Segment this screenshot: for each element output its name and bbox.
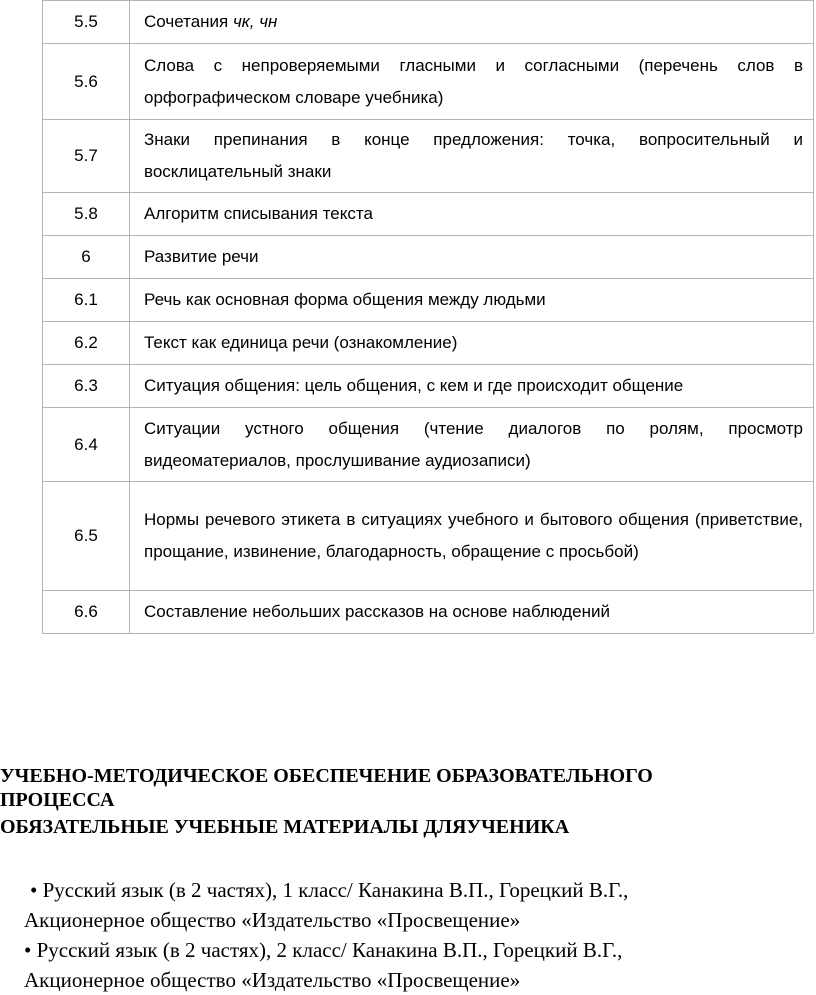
table-row [43,193,814,236]
material-item-1: • Русский язык (в 2 частях), 1 класс/ Канакина В.П., Горецкий В.Г., [30,878,629,902]
table-row [43,120,814,193]
row-number: 6.6 [43,591,130,634]
heading-line-1: УЧЕБНО-МЕТОДИЧЕСКОЕ ОБЕСПЕЧЕНИЕ ОБРАЗОВАТЕЛЬНОГО [0,765,653,787]
table-row [43,365,814,408]
row-number: 6.3 [43,365,130,408]
row-number: 6.4 [43,408,130,482]
row-topic: Речь как основная форма общения между людьми [130,279,814,322]
row-topic [130,1,814,44]
row-topic: Слова с непроверяемыми гласными и согласными (перечень слов в орфографическом словаре учебника) [130,44,814,120]
row-number: 5.6 [43,44,130,120]
row-topic: Развитие речи [130,236,814,279]
material-item-2-publisher: Акционерное общество «Издательство «Просвещение» [24,968,521,992]
row-number: 6.1 [43,279,130,322]
materials-list [0,875,816,995]
table-row [43,44,814,120]
row-topic: Знаки препинания в конце предложения: точка, вопросительный и восклицательный знаки [130,120,814,193]
heading-line-2: ПРОЦЕССА [0,789,115,811]
row-topic: Ситуация общения: цель общения, с кем и где происходит общение [130,365,814,408]
row-number: 6 [43,236,130,279]
row-topic: Составление небольших рассказов на основе наблюдений [130,591,814,634]
heading-line-3: ОБЯЗАТЕЛЬНЫЕ УЧЕБНЫЕ МАТЕРИАЛЫ ДЛЯУЧЕНИКА [0,816,570,838]
table-row [43,322,814,365]
table-row [43,236,814,279]
row-topic-text: Сочетания [144,12,233,31]
row-topic: Алгоритм списывания текста [130,193,814,236]
table-row [43,591,814,634]
table-row [43,408,814,482]
table-row [43,482,814,591]
row-number: 5.8 [43,193,130,236]
row-number: 5.5 [43,1,130,44]
row-number: 5.7 [43,120,130,193]
curriculum-table [42,0,814,634]
row-topic: Ситуации устного общения (чтение диалогов по ролям, просмотр видеоматериалов, прослушивание аудиозаписи) [130,408,814,482]
row-topic-italic: чк, чн [232,12,278,31]
material-item-2: • Русский язык (в 2 частях), 2 класс/ Канакина В.П., Горецкий В.Г., [24,938,623,962]
row-topic: Нормы речевого этикета в ситуациях учебного и бытового общения (приветствие, прощание, извинение, благодарность, обращение с просьбой) [130,482,814,591]
section-heading [0,764,816,839]
row-number: 6.5 [43,482,130,591]
table-row [43,1,814,44]
table-row [43,279,814,322]
material-item-1-publisher: Акционерное общество «Издательство «Просвещение» [24,908,521,932]
row-number: 6.2 [43,322,130,365]
row-topic: Текст как единица речи (ознакомление) [130,322,814,365]
